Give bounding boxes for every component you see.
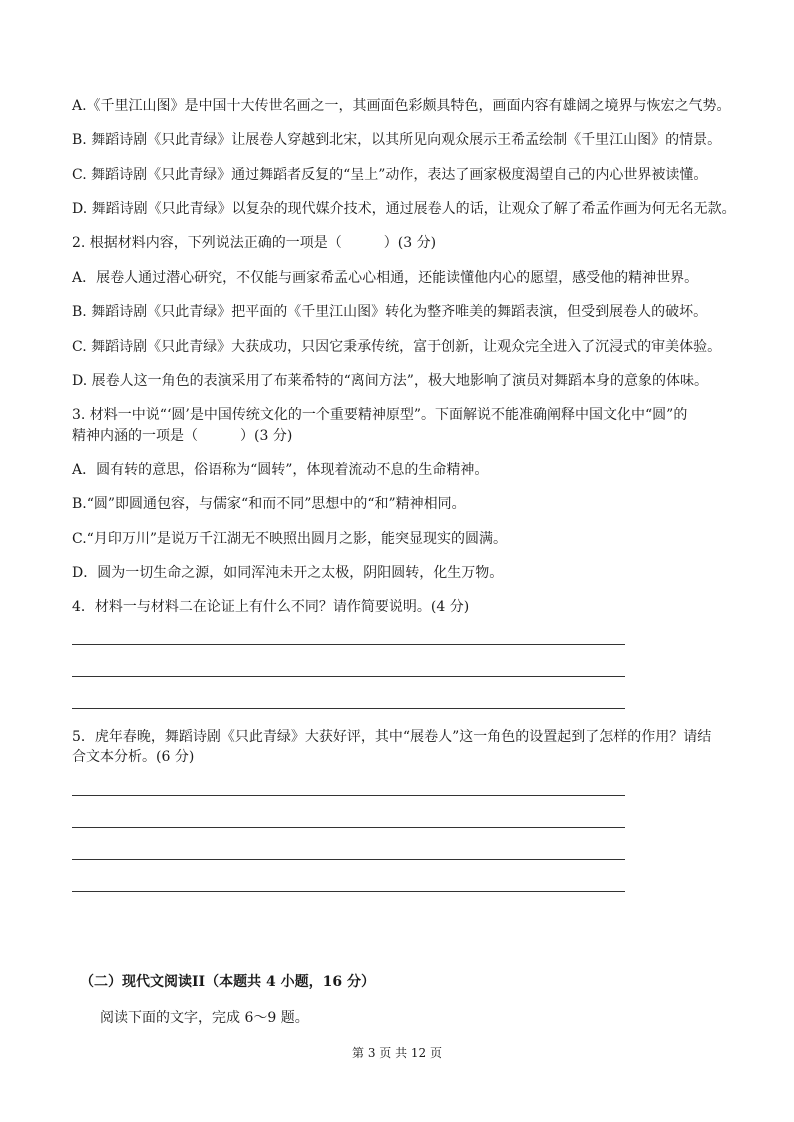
section-2-title: （二）现代文阅读II（本题共 4 小题，16 分） <box>80 974 375 990</box>
q4-answer-line-2[interactable] <box>72 676 625 677</box>
q2-option-a: A．展卷人通过潜心研究，不仅能与画家希孟心心相通，还能读懂他内心的愿望，感受他的精神世界。 <box>72 270 699 286</box>
q4-stem: 4．材料一与材料二在论证上有什么不同？请作简要说明。(4 分) <box>72 599 470 615</box>
q5-stem-line2: 合文本分析。(6 分) <box>72 749 195 765</box>
page-number-footer: 第 3 页 共 12 页 <box>352 1046 442 1060</box>
q3-option-d: D．圆为一切生命之源，如同浑沌未开之太极，阴阳圆转，化生万物。 <box>72 565 504 581</box>
q3-stem-line1: 3. 材料一中说“‘圆’是中国传统文化的一个重要精神原型”。下面解说不能准确阐释中国文化中“圆”的 <box>72 407 688 423</box>
q5-answer-line-2[interactable] <box>72 827 625 828</box>
q1-option-d: D. 舞蹈诗剧《只此青绿》以复杂的现代媒介技术，通过展卷人的话，让观众了解了希孟作画为何无名无款。 <box>72 201 736 217</box>
q2-option-c: C. 舞蹈诗剧《只此青绿》大获成功，只因它秉承传统，富于创新，让观众完全进入了沉浸式的审美体验。 <box>72 339 722 355</box>
q1-option-b: B. 舞蹈诗剧《只此青绿》让展卷人穿越到北宋，以其所见向观众展示王希孟绘制《千里江山图》的情景。 <box>72 132 722 148</box>
q1-option-a: A.《千里江山图》是中国十大传世名画之一，其画面色彩颇具特色，画面内容有雄阔之境界与恢宏之气势。 <box>72 98 731 114</box>
q3-stem-line2: 精神内涵的一项是（ ）(3 分) <box>72 428 293 444</box>
section-2-instruction: 阅读下面的文字，完成 6～9 题。 <box>100 1010 309 1026</box>
q2-stem: 2. 根据材料内容，下列说法正确的一项是（ ）(3 分) <box>72 235 437 251</box>
q1-option-c: C. 舞蹈诗剧《只此青绿》通过舞蹈者反复的“呈上”动作，表达了画家极度渴望自己的内心世界被读懂。 <box>72 167 708 183</box>
q3-option-a: A．圆有转的意思，俗语称为“圆转”，体现着流动不息的生命精神。 <box>72 462 489 478</box>
q5-stem-line1: 5．虎年春晚，舞蹈诗剧《只此青绿》大获好评，其中“展卷人”这一角色的设置起到了怎样的作用？请结 <box>72 729 712 745</box>
q3-option-c: C.“月印万川”是说万千江湖无不映照出圆月之影，能突显现实的圆满。 <box>72 531 507 547</box>
q5-answer-line-3[interactable] <box>72 859 625 860</box>
q4-answer-line-1[interactable] <box>72 644 625 645</box>
q4-answer-line-3[interactable] <box>72 708 625 709</box>
q3-option-b: B.“圆”即圆通包容，与儒家“和而不同”思想中的“和”精神相同。 <box>72 496 466 512</box>
q2-option-d: D. 展卷人这一角色的表演采用了布莱希特的“离间方法”，极大地影响了演员对舞蹈本身的意象的体味。 <box>72 373 708 389</box>
q5-answer-line-1[interactable] <box>72 795 625 796</box>
q2-option-b: B. 舞蹈诗剧《只此青绿》把平面的《千里江山图》转化为整齐唯美的舞蹈表演，但受到展卷人的破坏。 <box>72 304 708 320</box>
q5-answer-line-4[interactable] <box>72 891 625 892</box>
